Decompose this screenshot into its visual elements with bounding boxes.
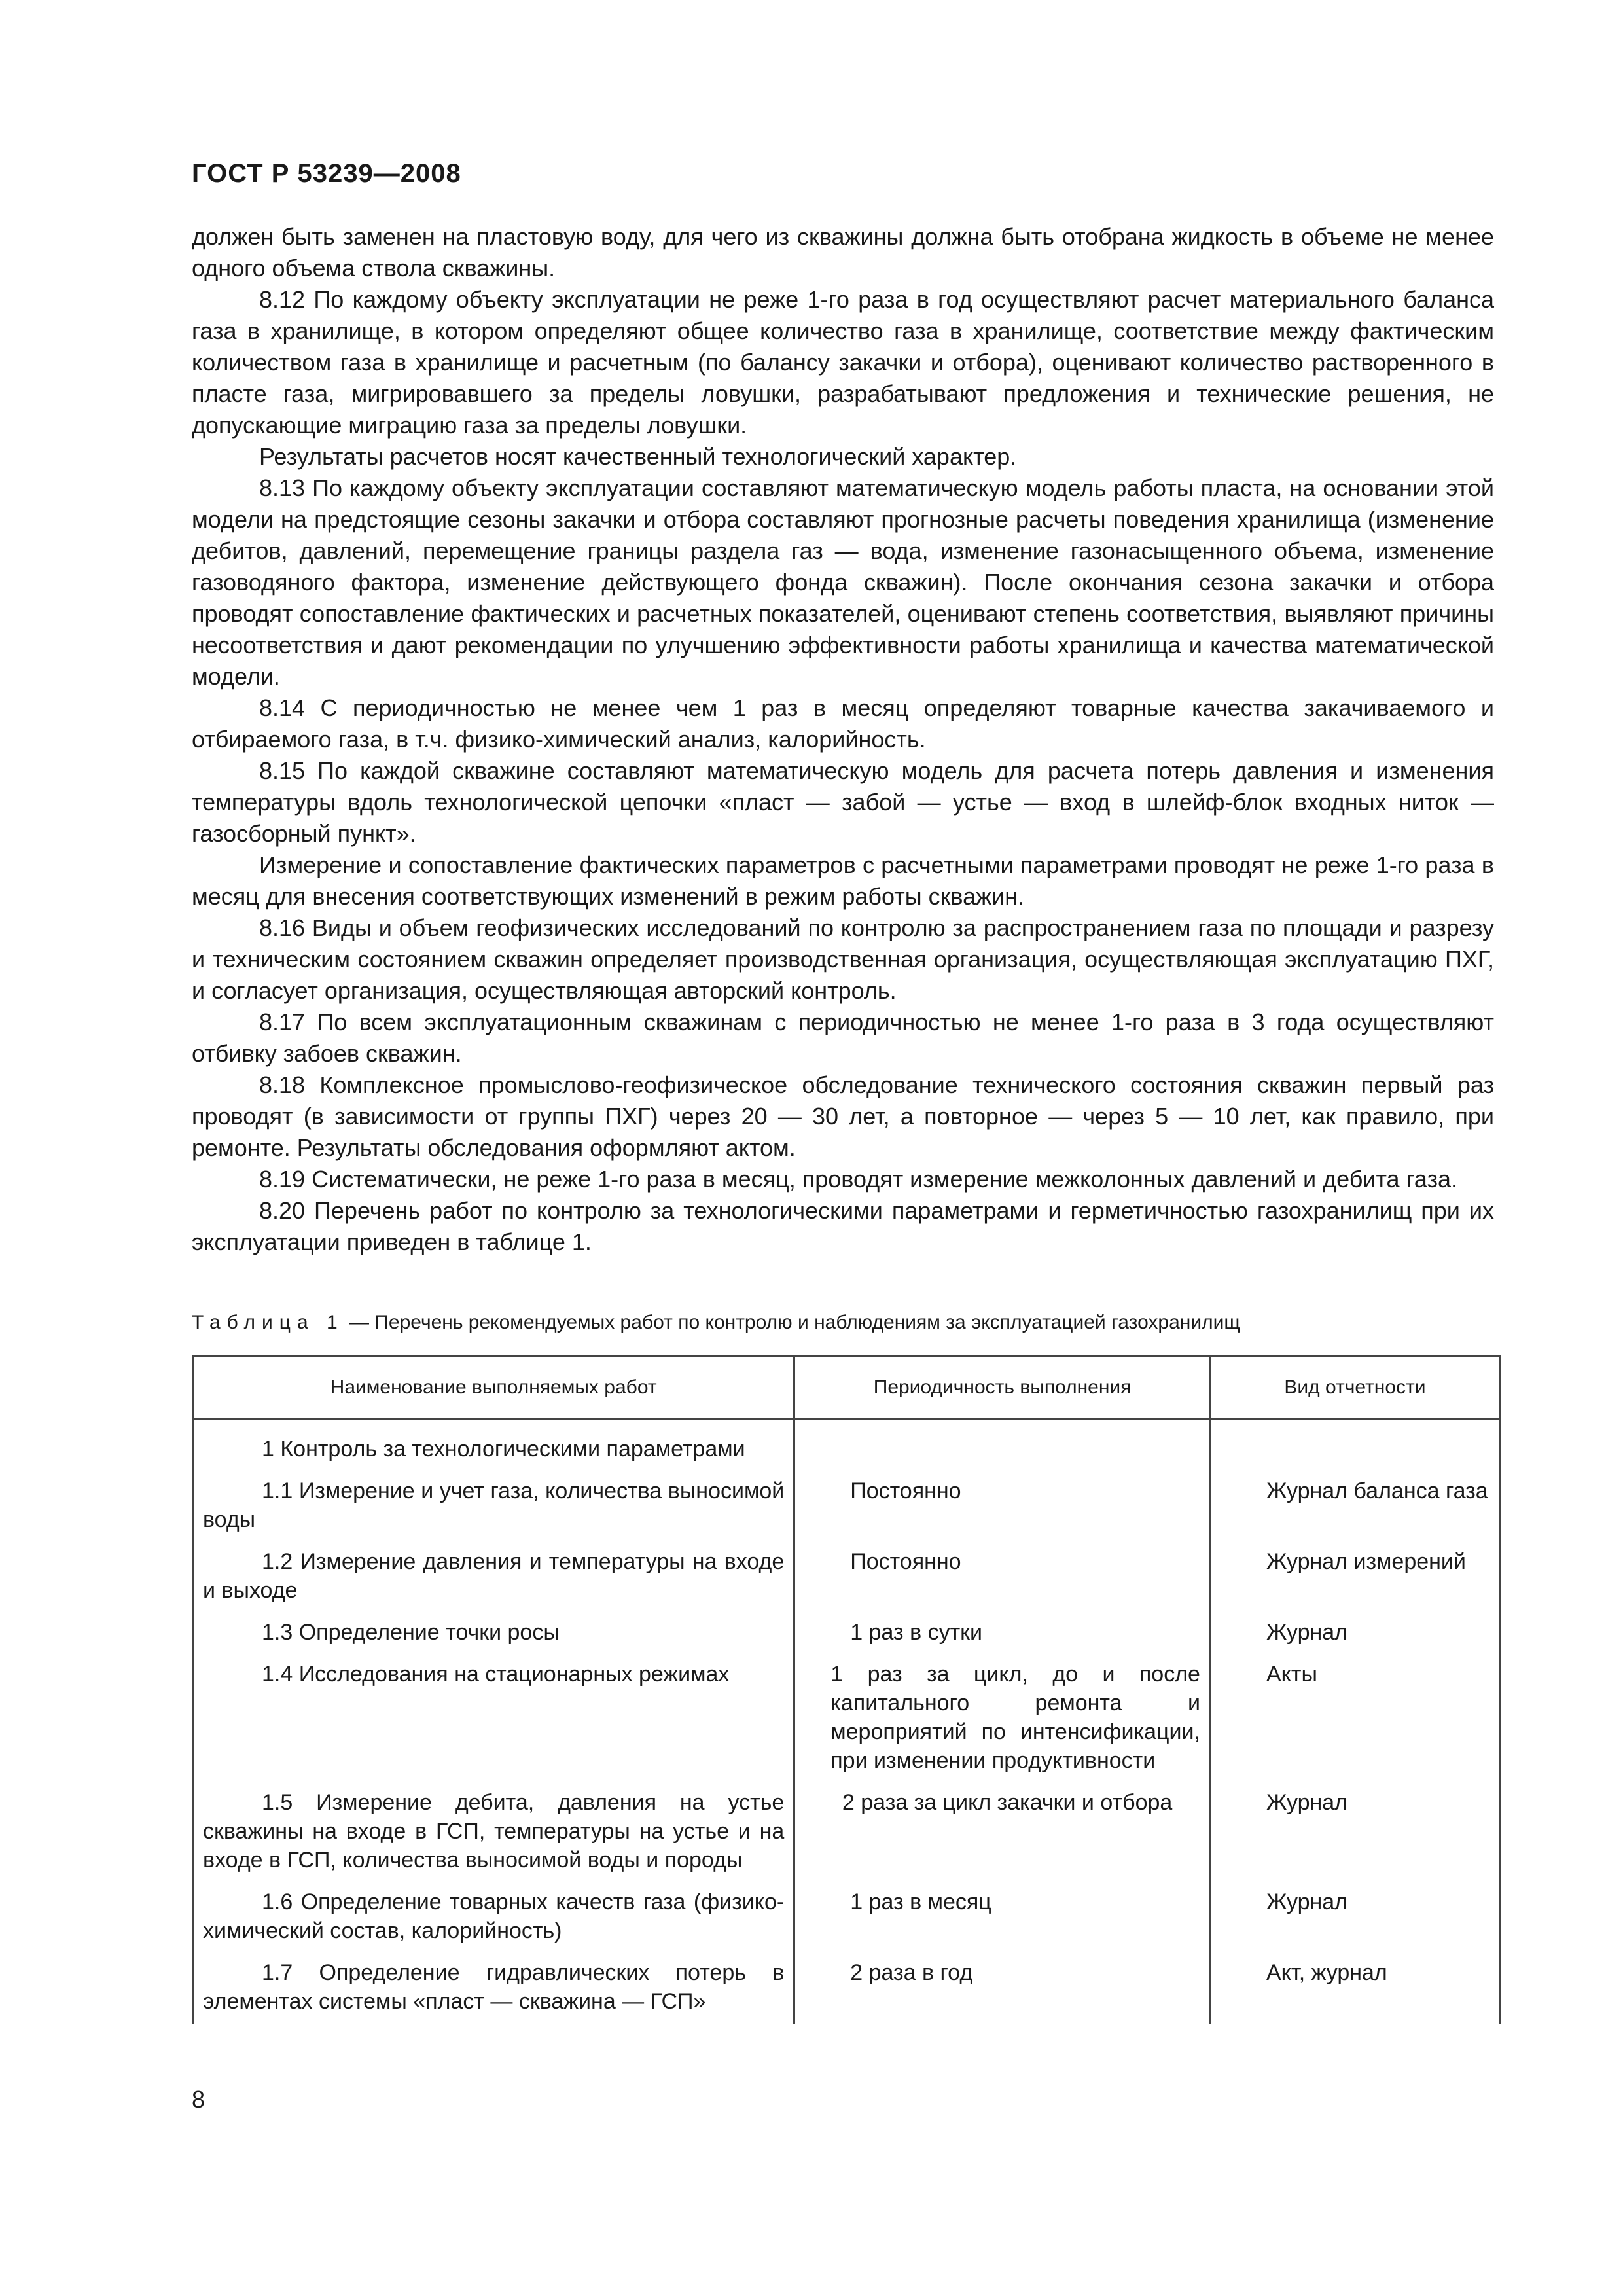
paragraph: 8.14 С периодичностью не менее чем 1 раз в месяц определяют товарные качества закачиваемого и отбираемого газа, в т.ч. физико-химический анализ, калорийность. (192, 694, 1494, 753)
work-report: Акт, журнал (1266, 1960, 1387, 1985)
work-report: Журнал измерений (1266, 1549, 1466, 1574)
work-period: 1 раз за цикл, до и после капитального ремонта и мероприятий по интенсификации, при изменении продуктивности (830, 1662, 1200, 1773)
table-row (193, 1471, 1500, 1542)
table-caption-label: Таблица 1 (192, 1312, 344, 1333)
paragraph: 8.16 Виды и объем геофизических исследований по контролю за распространением газа по площади и разрезу и техническим состоянием скважин определяет производственная организация, осуществляющая эксплуатацию ПХГ, и согласует организация, осуществляющая авторский контроль. (192, 914, 1494, 1004)
work-name: 1.7 Определение гидравлических потерь в элементах системы «пласт — скважина — ГСП» (203, 1960, 785, 2014)
table-row (193, 1783, 1500, 1882)
work-report: Журнал (1266, 1890, 1348, 1914)
work-period: Постоянно (850, 1479, 961, 1503)
table-row (193, 1882, 1500, 1953)
table-header-row (193, 1356, 1500, 1420)
work-name: 1.2 Измерение давления и температуры на входе и выходе (203, 1549, 785, 1603)
work-report: Журнал (1266, 1620, 1348, 1645)
paragraph: 8.15 По каждой скважине составляют математическую модель для расчета потерь давления и изменения температуры вдоль технологической цепочки «пласт — забой — устье — вход в шлейф-блок входных ниток — газосборный пункт». (192, 757, 1494, 847)
table-row (193, 1613, 1500, 1655)
paragraph: 8.19 Систематически, не реже 1-го раза в месяц, проводят измерение межколонных давлений и дебита газа. (259, 1166, 1458, 1193)
work-period: 1 раз в месяц (850, 1890, 991, 1914)
paragraph: 8.17 По всем эксплуатационным скважинам с периодичностью не менее 1-го раза в 3 года осуществляют отбивку забоев скважин. (192, 1009, 1494, 1067)
work-name: 1.5 Измерение дебита, давления на устье скважины на входе в ГСП, температуры на устье и на входе в ГСП, количества выносимой воды и породы (203, 1790, 785, 1873)
column-header-period: Периодичность выполнения (794, 1356, 1211, 1420)
work-name: 1 Контроль за технологическими параметрами (262, 1437, 745, 1462)
body-text (192, 221, 1494, 1258)
paragraph: 8.20 Перечень работ по контролю за технологическими параметрами и герметичностью газохранилищ при их эксплуатации приведен в таблице 1. (192, 1197, 1494, 1255)
paragraph: должен быть заменен на пластовую воду, для чего из скважины должна быть отобрана жидкость в объеме не менее одного объема ствола скважины. (192, 223, 1494, 281)
work-name: 1.4 Исследования на стационарных режимах (262, 1662, 730, 1687)
work-period: 2 раза в год (850, 1960, 973, 1985)
work-period: 1 раз в сутки (850, 1620, 983, 1645)
works-table (192, 1355, 1501, 2024)
work-report: Акты (1266, 1662, 1317, 1687)
work-report: Журнал баланса газа (1266, 1479, 1488, 1503)
work-name: 1.3 Определение точки росы (262, 1620, 560, 1645)
paragraph: 8.13 По каждому объекту эксплуатации составляют математическую модель работы пласта, на основании этой модели на предстоящие сезоны закачки и отбора составляют прогнозные расчеты поведения хранилища (изменение дебитов, давлений, перемещение границы раздела газ — вода, изменение газонасыщенного объема, изменение газоводяного фактора, изменение действующего фонда скважин). После окончания сезона закачки и отбора проводят сопоставление фактических и расчетных показателей, оценивают степень соответствия, выявляют причины несоответствия и дают рекомендации по улучшению эффективности работы хранилища и качества математической модели. (192, 475, 1494, 690)
table-row (193, 1953, 1500, 2024)
table-row (193, 1655, 1500, 1783)
work-name: 1.1 Измерение и учет газа, количества выносимой воды (203, 1479, 785, 1532)
work-name: 1.6 Определение товарных качеств газа (физико-химический состав, калорийность) (203, 1890, 785, 1943)
paragraph: Результаты расчетов носят качественный технологический характер. (259, 443, 1017, 470)
table-caption (192, 1312, 1501, 1334)
work-period: 2 раза за цикл закачки и отбора (842, 1790, 1173, 1815)
paragraph: 8.12 По каждому объекту эксплуатации не реже 1-го раза в год осуществляют расчет материального баланса газа в хранилище, в котором определяют общее количество газа в хранилище, соответствие между фактическим количеством газа в хранилище и расчетным (по балансу закачки и отбора), оценивают количество растворенного в пласте газа, мигрировавшего за пределы ловушки, разрабатывают предложения и технические решения, не допускающие миграцию газа за пределы ловушки. (192, 286, 1494, 439)
table-caption-text: — Перечень рекомендуемых работ по контролю и наблюдениям за эксплуатацией газохранилищ (344, 1312, 1241, 1333)
column-header-name: Наименование выполняемых работ (193, 1356, 794, 1420)
table-row (193, 1420, 1500, 1472)
page-number: 8 (192, 2086, 205, 2113)
work-period: Постоянно (850, 1549, 961, 1574)
table-row (193, 1542, 1500, 1613)
paragraph: 8.18 Комплексное промыслово-геофизическое обследование технического состояния скважин первый раз проводят (в зависимости от группы ПХГ) через 20 — 30 лет, а повторное — через 5 — 10 лет, как правило, при ремонте. Результаты обследования оформляют актом. (192, 1071, 1494, 1161)
paragraph: Измерение и сопоставление фактических параметров с расчетными параметрами проводят не реже 1-го раза в месяц для внесения соответствующих изменений в режим работы скважин. (192, 852, 1494, 910)
work-report: Журнал (1266, 1790, 1348, 1815)
column-header-report: Вид отчетности (1210, 1356, 1499, 1420)
document-header: ГОСТ Р 53239—2008 (192, 159, 461, 188)
